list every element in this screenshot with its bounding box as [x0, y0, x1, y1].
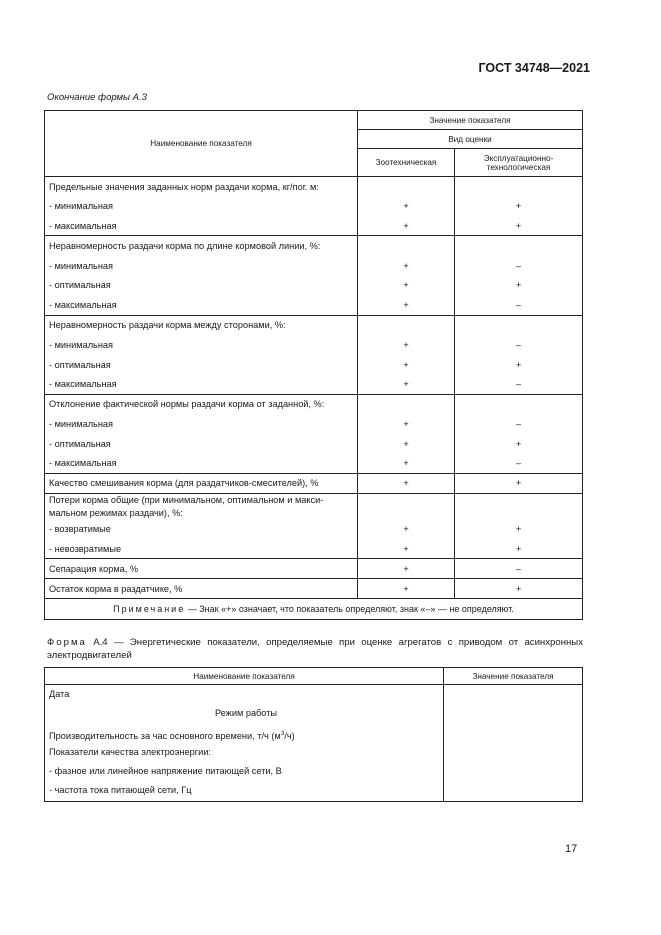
table-row — [45, 473, 583, 493]
row-exp-value: + — [455, 579, 583, 599]
row-exp-value: – — [455, 454, 583, 474]
row-exp-value: – — [455, 374, 583, 394]
table-row — [45, 539, 583, 559]
row-exp-value: – — [455, 256, 583, 276]
page-number: 17 — [565, 843, 578, 855]
row-exp-value: – — [455, 335, 583, 355]
row-name: мальном режимах раздачи), %: — [45, 506, 358, 519]
row-exp-value: – — [455, 295, 583, 315]
row-zoo-value: + — [358, 579, 455, 599]
row-zoo-value: + — [358, 473, 455, 493]
row-zoo-value: + — [358, 539, 455, 559]
row-zoo-value: + — [358, 559, 455, 579]
table-row — [45, 493, 583, 506]
row-name: Предельные значения заданных норм раздачи корма, кг/пог. м: — [45, 177, 358, 197]
row-exp-value: + — [455, 434, 583, 454]
row-exp-value — [455, 506, 583, 519]
row-zoo-value — [358, 506, 455, 519]
list-item: Дата — [49, 689, 70, 699]
table-row — [45, 394, 583, 414]
table-row — [45, 414, 583, 434]
row-exp-value — [455, 493, 583, 506]
row-exp-value — [455, 177, 583, 197]
row-exp-value: – — [455, 559, 583, 579]
list-item: Показатели качества электроэнергии: — [49, 746, 211, 757]
row-zoo-value: + — [358, 196, 455, 216]
row-zoo-value: + — [358, 434, 455, 454]
row-name: Отклонение фактической нормы раздачи корма от заданной, %: — [45, 394, 358, 414]
col-header-name: Наименование показателя — [45, 668, 444, 685]
col-header-name: Наименование показателя — [45, 111, 358, 177]
table-row — [45, 454, 583, 474]
col-header-type: Вид оценки — [358, 130, 583, 149]
row-name: - минимальная — [45, 335, 358, 355]
row-name: Потери корма общие (при минимальном, оптимальном и макси- — [45, 493, 358, 506]
row-name: - максимальная — [45, 295, 358, 315]
table-row — [45, 236, 583, 256]
table-row — [45, 355, 583, 375]
row-exp-value: + — [455, 196, 583, 216]
row-zoo-value: + — [358, 275, 455, 295]
table-note: Примечание — Знак «+» означает, что показатель определяют, знак «–» — не определяют. — [45, 598, 583, 619]
col-header-value: Значение показателя — [444, 668, 583, 685]
row-name: - невозвратимые — [45, 539, 358, 559]
row-name: - минимальная — [45, 414, 358, 434]
row-exp-value: – — [455, 414, 583, 434]
col-header-value: Значение показателя — [358, 111, 583, 130]
table-row — [45, 335, 583, 355]
row-name: - минимальная — [45, 196, 358, 216]
row-zoo-value: + — [358, 355, 455, 375]
row-zoo-value: + — [358, 454, 455, 474]
row-zoo-value: + — [358, 256, 455, 276]
table-row — [45, 519, 583, 539]
row-zoo-value: + — [358, 374, 455, 394]
row-name: - оптимальная — [45, 434, 358, 454]
row-exp-value: + — [455, 539, 583, 559]
row-zoo-value: + — [358, 519, 455, 539]
table-row — [45, 374, 583, 394]
row-name: - оптимальная — [45, 275, 358, 295]
row-name: - возвратимые — [45, 519, 358, 539]
row-zoo-value: + — [358, 335, 455, 355]
list-item: - фазное или линейное напряжение питающей сети, В — [49, 766, 282, 777]
row-zoo-value: + — [358, 295, 455, 315]
table-row — [45, 177, 583, 197]
table-row — [45, 216, 583, 236]
row-exp-value — [455, 394, 583, 414]
row-zoo-value — [358, 493, 455, 506]
row-name: Неравномерность раздачи корма по длине кормовой линии, %: — [45, 236, 358, 256]
row-exp-value — [455, 315, 583, 335]
row-name: Сепарация корма, % — [45, 559, 358, 579]
form-a3-table — [44, 110, 583, 620]
form-a4-table — [44, 667, 583, 802]
row-zoo-value — [358, 177, 455, 197]
list-item: - частота тока питающей сети, Гц — [49, 785, 192, 796]
row-exp-value: + — [455, 355, 583, 375]
list-item: Режим работы — [214, 708, 278, 719]
row-exp-value: + — [455, 216, 583, 236]
row-exp-value: + — [455, 473, 583, 493]
row-name: - максимальная — [45, 454, 358, 474]
row-name: Остаток корма в раздатчике, % — [45, 579, 358, 599]
value-cell — [444, 685, 583, 802]
row-exp-value: + — [455, 519, 583, 539]
table-row — [45, 256, 583, 276]
row-name: - оптимальная — [45, 355, 358, 375]
standard-number: ГОСТ 34748—2021 — [478, 61, 590, 75]
row-zoo-value — [358, 394, 455, 414]
table-row — [45, 275, 583, 295]
row-name: Неравномерность раздачи корма между сторонами, %: — [45, 315, 358, 335]
table-row — [45, 559, 583, 579]
indicator-list — [45, 685, 444, 802]
row-name: - минимальная — [45, 256, 358, 276]
row-name: - максимальная — [45, 374, 358, 394]
row-exp-value — [455, 236, 583, 256]
col-header-exp: Эксплуатационно- технологическая — [455, 149, 583, 177]
table-body — [45, 177, 583, 599]
row-name: - максимальная — [45, 216, 358, 236]
table-row — [45, 579, 583, 599]
row-zoo-value: + — [358, 216, 455, 236]
form-caption: Окончание формы А.3 — [47, 92, 147, 103]
row-zoo-value: + — [358, 414, 455, 434]
table-row — [45, 506, 583, 519]
table-row — [45, 434, 583, 454]
table-row — [45, 295, 583, 315]
row-name: Качество смешивания корма (для раздатчиков-смесителей), % — [45, 473, 358, 493]
form-a4-title: Форма А.4 — Энергетические показатели, определяемые при оценке агрегатов с приводом от асинхронных электродвигателей — [47, 637, 583, 661]
list-item: Производительность за час основного времени, т/ч $(м^3/ч)$ — [49, 729, 295, 741]
row-zoo-value — [358, 315, 455, 335]
table-row — [45, 196, 583, 216]
col-header-zoo: Зоотехническая — [358, 149, 455, 177]
row-zoo-value — [358, 236, 455, 256]
row-exp-value: + — [455, 275, 583, 295]
table-row — [45, 315, 583, 335]
